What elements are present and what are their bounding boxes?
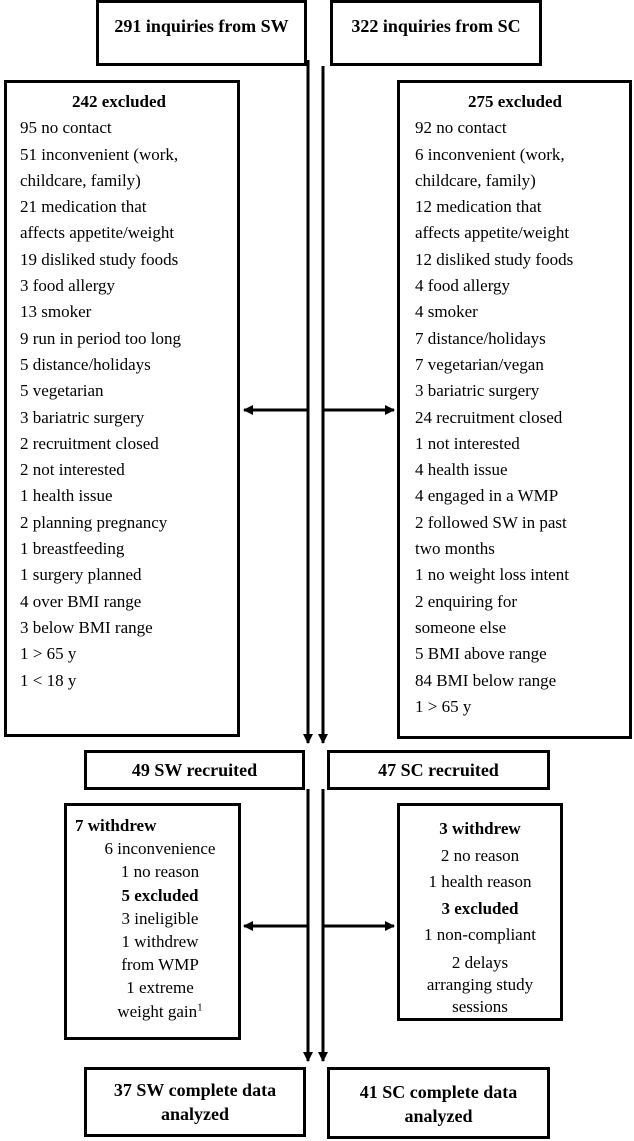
sw-excluded-item: 4 over BMI range	[20, 591, 142, 611]
sw-excluded-item: 13 smoker	[20, 302, 92, 322]
sc-excluded-item: 24 recruitment closed	[415, 407, 563, 427]
sw-excluded-item: 1 > 65 y	[20, 644, 77, 664]
sc-excluded-title: 275 excluded	[468, 92, 562, 111]
sc-excluded-item: 2 followed SW in past	[415, 512, 567, 532]
sw-excluded-item: 1 health issue	[20, 486, 113, 506]
sw-excluded-item: 5 distance/holidays	[20, 354, 151, 374]
sw-excluded-item: 1 surgery planned	[20, 565, 142, 585]
sc-withdrew-excluded-item: 2 delays	[451, 952, 509, 972]
sc-excluded-list	[415, 89, 629, 720]
sc-recruited-label: 47 SC recruited	[378, 760, 499, 780]
sc-withdrew-excluded-title: 3 excluded	[441, 898, 519, 918]
sc-excluded-item: affects appetite/weight	[415, 223, 570, 243]
sw-excluded-item: 95 no contact	[20, 118, 112, 138]
sc-withdrew-list	[397, 816, 563, 1018]
sw-excluded-list	[20, 89, 232, 694]
sw-excluded-item: 9 run in period too long	[20, 328, 182, 348]
sc-withdrew-item: 1 health reason	[428, 872, 532, 891]
sc-excluded-item: 6 inconvenient (work,	[415, 144, 565, 164]
sc-excluded-item: 7 distance/holidays	[415, 328, 546, 348]
sw-complete-label: 37 SW complete data analyzed	[113, 1080, 277, 1124]
sw-excluded-item: 19 disliked study foods	[20, 249, 179, 269]
sc-excluded-item: someone else	[415, 617, 507, 637]
sc-inquiries-label: 322 inquiries from SC	[351, 16, 521, 36]
sw-excluded-item: 3 bariatric surgery	[20, 407, 145, 427]
sw-inquiries-box	[96, 0, 307, 66]
sc-excluded-item: 12 disliked study foods	[415, 249, 574, 269]
sw-excluded-item: affects appetite/weight	[20, 223, 175, 243]
sw-excluded-item: childcare, family)	[20, 170, 141, 190]
sw-withdrew-excluded-item: 3 ineligible	[121, 908, 199, 928]
sw-withdrew-excluded-item: from WMP	[121, 955, 199, 975]
sw-withdrew-item: 6 inconvenience	[104, 839, 216, 859]
sw-recruited-label: 49 SW recruited	[131, 760, 258, 780]
sc-excluded-item: 12 medication that	[415, 197, 542, 217]
sw-excluded-item: 2 planning pregnancy	[20, 512, 168, 532]
footnote-marker: 1	[197, 1000, 203, 1013]
sw-excluded-item: 1 breastfeeding	[20, 539, 125, 559]
sc-excluded-item: 5 BMI above range	[415, 644, 547, 664]
sc-excluded-item: 1 not interested	[415, 433, 520, 453]
sw-inquiries-label: 291 inquiries from SW	[114, 16, 289, 36]
sw-withdrew-excluded-item: 1 withdrew	[121, 932, 199, 952]
sw-withdrew-title: 7 withdrew	[75, 816, 157, 835]
sc-withdrew-excluded-item: 1 non-compliant	[424, 925, 536, 944]
sc-excluded-item: 92 no contact	[415, 118, 507, 138]
sw-excluded-item: 2 not interested	[20, 460, 125, 480]
sc-excluded-item: 4 food allergy	[415, 276, 511, 296]
sc-withdrew-excluded-item: sessions	[452, 996, 508, 1016]
sc-withdrew-title: 3 withdrew	[439, 819, 521, 838]
sw-excluded-item: 3 food allergy	[20, 276, 116, 296]
sc-excluded-item: 4 smoker	[415, 302, 478, 322]
sc-complete-label: 41 SC complete data analyzed	[359, 1082, 518, 1126]
sw-excluded-item: 2 recruitment closed	[20, 433, 159, 453]
sc-excluded-item: 3 bariatric surgery	[415, 381, 540, 401]
sc-excluded-item: 2 enquiring for	[415, 591, 517, 611]
sc-withdrew-excluded-item: arranging study	[426, 974, 534, 994]
sc-complete-box	[327, 1067, 550, 1139]
sw-withdrew-last-text: weight gain	[117, 1001, 198, 1021]
sc-inquiries-box	[330, 0, 542, 66]
sc-recruited-box	[327, 750, 550, 790]
sw-recruited-box	[84, 750, 305, 790]
sc-excluded-item: 1 > 65 y	[415, 696, 472, 716]
sw-excluded-item: 5 vegetarian	[20, 381, 104, 401]
sc-excluded-item: 84 BMI below range	[415, 670, 557, 690]
sw-withdrew-item: 1 no reason	[120, 862, 200, 882]
sc-excluded-item: childcare, family)	[415, 170, 536, 190]
sc-excluded-item: 4 health issue	[415, 460, 508, 480]
sw-excluded-title: 242 excluded	[72, 92, 166, 111]
sc-excluded-item: 4 engaged in a WMP	[415, 486, 559, 506]
sw-excluded-item: 51 inconvenient (work,	[20, 144, 179, 164]
sw-excluded-item: 3 below BMI range	[20, 617, 153, 637]
sw-withdrew-excluded-item: 1 extreme	[126, 978, 194, 998]
sw-complete-box	[84, 1067, 306, 1137]
sc-excluded-item: 1 no weight loss intent	[415, 565, 569, 585]
sw-withdrew-excluded-title: 5 excluded	[121, 885, 199, 905]
sw-withdrew-last-item	[64, 1000, 256, 1023]
sw-excluded-item: 21 medication that	[20, 197, 147, 217]
sw-withdrew-list	[64, 814, 256, 1023]
sc-excluded-item: 7 vegetarian/vegan	[415, 354, 544, 374]
sc-excluded-item: two months	[415, 539, 495, 559]
sc-withdrew-item: 2 no reason	[440, 845, 520, 865]
sw-excluded-item: 1 < 18 y	[20, 670, 77, 690]
